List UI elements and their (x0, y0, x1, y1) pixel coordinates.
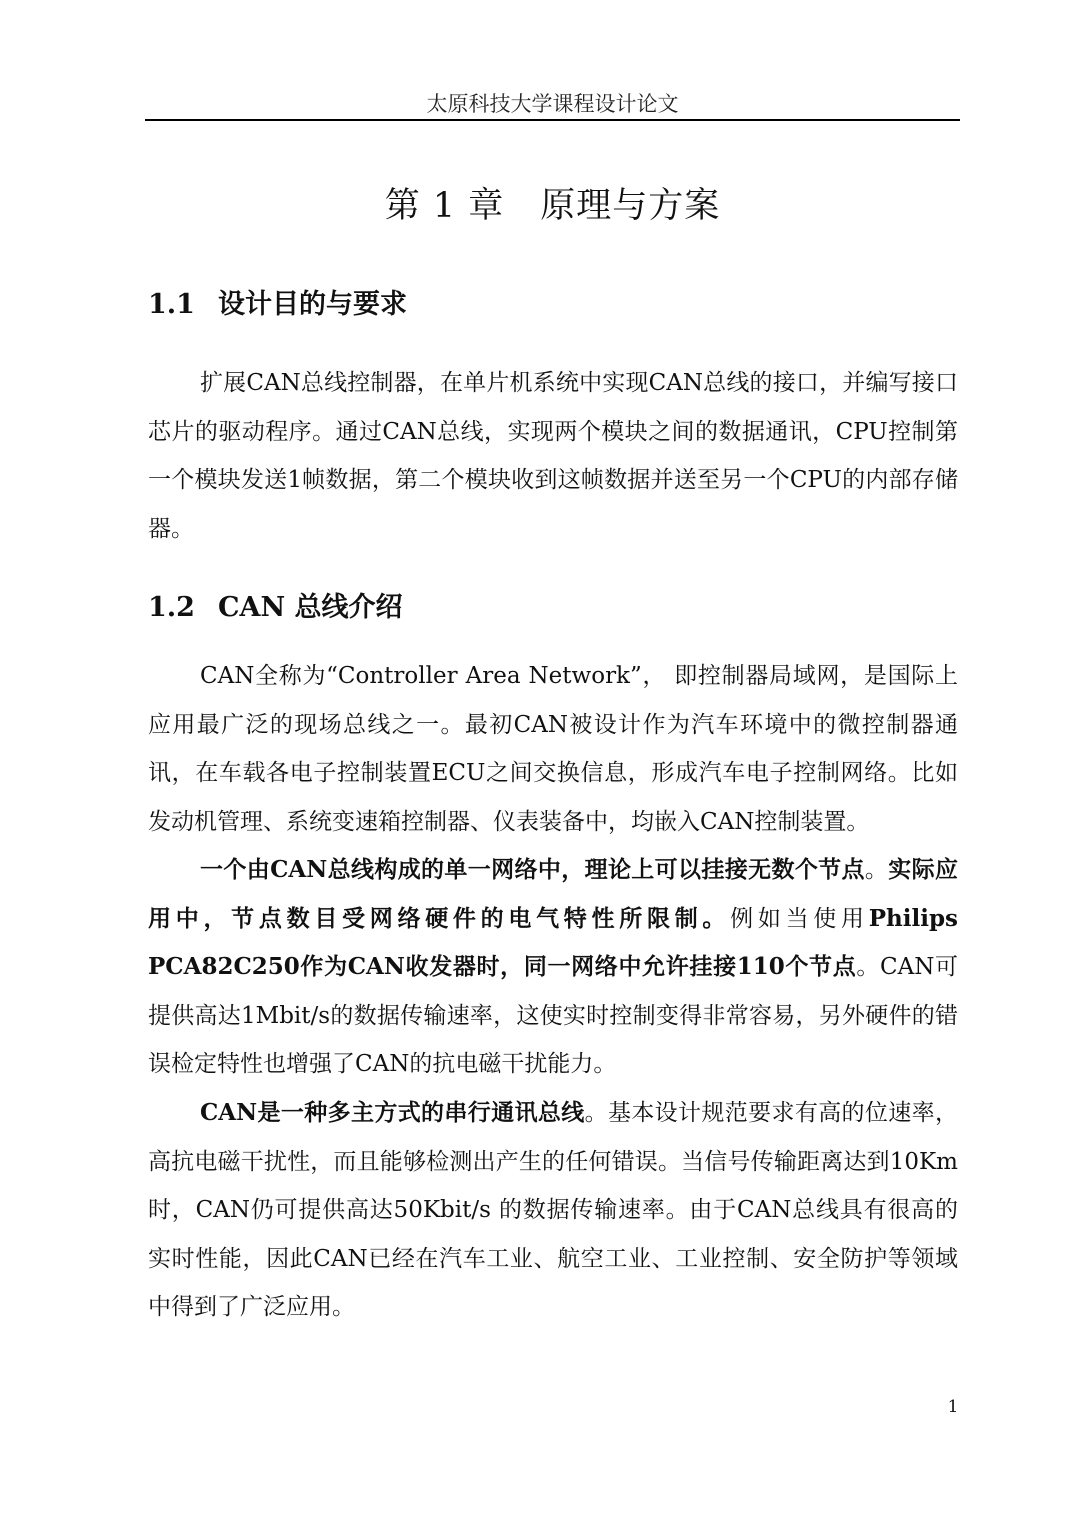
section-title: 设计目的与要求 (218, 289, 407, 320)
page-number: 1 (947, 1397, 959, 1417)
bold-text-nodes: 一个由CAN总线构成的单一网络中，理论上可以挂接无数个节点 (200, 856, 865, 883)
paragraph-design-goal: 扩展CAN总线控制器，在单片机系统中实现CAN总线的接口，并编写接口芯片的驱动程序。通过CAN总线，实现两个模块之间的数据通讯，CPU控制第一个模块发送1帧数据，第二个模块收到这帧数据并送至另一个CPU的内部存储器。 (148, 370, 958, 542)
plain-text: 例如当使用 (730, 905, 869, 932)
plain-text: 。基本设计规范要求有高的位速率，高抗电磁干扰性，而且能够检测出产生的任何错误。当信号传输距离达到10Km 时，CAN仍可提供高达50Kbit/s 的数据传输速率。由于CAN总线具有很高的实时性能，因此CAN已经在汽车工业、航空工业、工业控制、安全防护等领域中得到了广泛应用。 (148, 1100, 959, 1321)
chapter-number: 第 1 章 (384, 186, 505, 226)
paragraph-can-intro: CAN全称为“Controller Area Network”， 即控制器局域网，是国际上应用最广泛的现场总线之一。最初CAN被设计作为汽车环境中的微控制器通讯，在车载各电子控制装置ECU之间交换信息，形成汽车电子控制网络。比如发动机管理、系统变速箱控制器、仪表装备中，均嵌入CAN控制装置。 (148, 663, 958, 835)
paragraph-can-multimaster (148, 1089, 958, 1332)
section-heading-1-1 (148, 285, 407, 325)
bold-text-multimaster: CAN是一种多主方式的串行通讯总线 (200, 1099, 585, 1126)
section-title: CAN 总线介绍 (218, 592, 403, 623)
section-heading-1-2 (148, 588, 403, 628)
bold-text-limit: 实际应用中，节点数目受网络硬件的电气特性所限制。 (148, 856, 959, 932)
section-number: 1.1 (148, 289, 195, 320)
running-header: 太原科技大学课程设计论文 (426, 92, 679, 116)
header-rule (145, 119, 960, 121)
bold-text-transceiver: Philips PCA82C250作为CAN收发器时，同一网络中允许挂接110个节点 (148, 904, 959, 981)
plain-text: 。 (864, 857, 889, 883)
paragraph-can-nodes (148, 846, 958, 1089)
plain-text: 。CAN可提供高达1Mbit/s的数据传输速率，这使实时控制变得非常容易，另外硬件的错误检定特性也增强了CAN的抗电磁干扰能力。 (148, 954, 959, 1078)
chapter-title (145, 180, 960, 232)
section-number: 1.2 (148, 592, 195, 623)
chapter-name: 原理与方案 (540, 186, 721, 226)
